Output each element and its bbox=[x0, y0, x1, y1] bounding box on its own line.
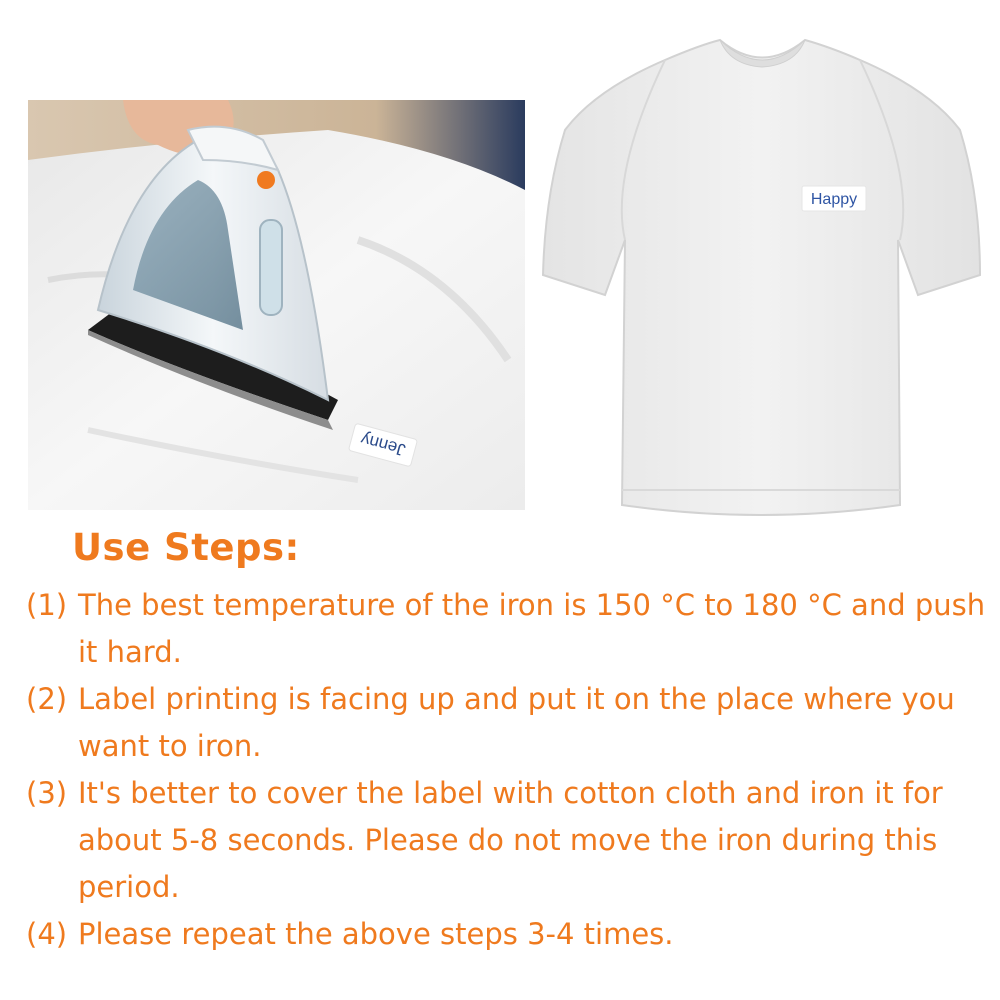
jenny-label-text: Jenny bbox=[358, 429, 408, 460]
iron-illustration bbox=[28, 100, 525, 510]
iron-knob bbox=[257, 171, 275, 189]
step-text: The best temperature of the iron is 150 °C to 180 °C and push it hard. bbox=[78, 588, 986, 669]
iron-photo bbox=[28, 100, 525, 510]
step-number: (3) bbox=[26, 776, 68, 810]
step-item bbox=[26, 770, 991, 911]
step-item bbox=[26, 911, 991, 958]
step-item bbox=[26, 582, 991, 676]
step-text: Please repeat the above steps 3-4 times. bbox=[78, 917, 674, 951]
step-number: (1) bbox=[26, 588, 68, 622]
tshirt-photo bbox=[540, 35, 985, 520]
happy-label bbox=[802, 186, 866, 211]
step-number: (4) bbox=[26, 917, 68, 951]
step-number: (2) bbox=[26, 682, 68, 716]
happy-label-text: Happy bbox=[810, 191, 858, 208]
step-text: Label printing is facing up and put it on the place where you want to iron. bbox=[78, 682, 955, 763]
step-text: It's better to cover the label with cotton cloth and iron it for about 5-8 seconds. Please do not move the iron during this period. bbox=[78, 776, 943, 904]
use-steps-heading: Use Steps: bbox=[72, 526, 300, 569]
tshirt-body bbox=[543, 40, 980, 515]
iron-dial-window bbox=[260, 220, 282, 315]
steps-list bbox=[26, 582, 991, 958]
tshirt-illustration bbox=[540, 35, 985, 520]
step-item bbox=[26, 676, 991, 770]
